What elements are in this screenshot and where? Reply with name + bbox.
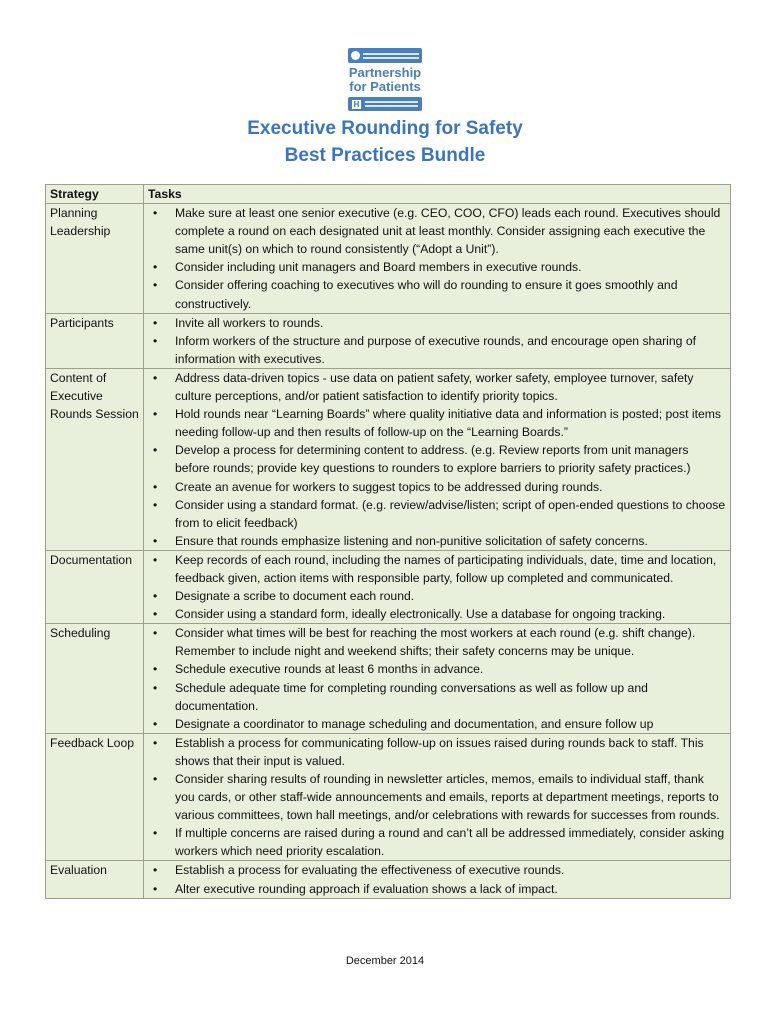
task-item: • Create an avenue for workers to suggest topics to be addressed during rounds.: [148, 478, 726, 496]
hospital-association-badge-icon: [348, 48, 422, 63]
strategy-cell: Scheduling: [46, 624, 144, 734]
table-row: [46, 313, 731, 368]
strategy-cell: Feedback Loop: [46, 733, 144, 861]
task-item: • Consider sharing results of rounding in newsletter articles, memos, emails to individual staff, thank you cards, or other staff-wide announcements and emails, reports at department meetings, reports to various committees, town hall meetings, and/or celebrations with rewards for successes from rounds.: [148, 770, 726, 824]
task-item: • Hold rounds near “Learning Boards” where quality initiative data and information is posted; post items needing follow-up and then results of follow-up on the “Learning Boards.”: [148, 405, 726, 441]
task-list: [148, 369, 726, 550]
task-list: [148, 314, 726, 368]
task-item: • Consider offering coaching to executives who will do rounding to ensure it goes smoothly and constructively.: [148, 276, 726, 312]
task-list: [148, 734, 726, 861]
task-item: • Keep records of each round, including the names of participating individuals, date, time and location, feedback given, action items with responsible party, follow up completed and communicated.: [148, 551, 726, 587]
table-row: [46, 624, 731, 734]
strategy-header: Strategy: [46, 185, 144, 204]
task-item: • Develop a process for determining content to address. (e.g. Review reports from unit managers before rounds; provide key questions to rounders to explore barriers to priority safety practices.): [148, 441, 726, 477]
table-header-row: [46, 185, 731, 204]
strategy-cell: Participants: [46, 313, 144, 368]
task-item: • Alter executive rounding approach if evaluation shows a lack of impact.: [148, 880, 726, 898]
table-row: [46, 733, 731, 861]
page-title: Executive Rounding for Safety: [247, 118, 523, 139]
table-row: [46, 861, 731, 898]
strategy-cell: Content of Executive Rounds Session: [46, 368, 144, 550]
tasks-cell: [144, 861, 731, 898]
page-subtitle: Best Practices Bundle: [284, 145, 486, 166]
task-list: [148, 861, 726, 897]
table-row: [46, 204, 731, 314]
task-list: [148, 624, 726, 733]
task-item: • Designate a scribe to document each round.: [148, 587, 726, 605]
task-item: • Consider including unit managers and Board members in executive rounds.: [148, 258, 726, 276]
task-item: • Schedule adequate time for completing rounding conversations as well as follow up and documentation.: [148, 679, 726, 715]
task-item: • Establish a process for communicating follow-up on issues raised during rounds back to staff. This shows that their input is valued.: [148, 734, 726, 770]
tasks-cell: [144, 368, 731, 550]
tasks-cell: [144, 624, 731, 734]
h-mark-icon: H: [348, 97, 422, 111]
tasks-header: Tasks: [144, 185, 731, 204]
task-list: [148, 204, 726, 313]
task-item: • Consider using a standard format. (e.g. review/advise/listen; script of open-ended questions to choose from to elicit feedback): [148, 496, 726, 532]
tasks-cell: [144, 733, 731, 861]
strategy-cell: Documentation: [46, 550, 144, 623]
footer-date: December 2014: [345, 955, 425, 967]
task-item: • Schedule executive rounds at least 6 months in advance.: [148, 660, 726, 678]
tasks-cell: [144, 313, 731, 368]
task-item: • Invite all workers to rounds.: [148, 314, 726, 332]
strategy-cell: Evaluation: [46, 861, 144, 898]
table-row: [46, 550, 731, 623]
task-item: • Establish a process for evaluating the effectiveness of executive rounds.: [148, 861, 726, 879]
task-item: • Consider what times will be best for reaching the most workers at each round (e.g. shift change). Remember to include night and weekend shifts; their safety concerns may be unique.: [148, 624, 726, 660]
task-list: [148, 551, 726, 623]
task-item: • If multiple concerns are raised during a round and can’t all be addressed immediately, consider asking workers which need priority escalation.: [148, 824, 726, 860]
task-item: • Inform workers of the structure and purpose of executive rounds, and encourage open sharing of information with executives.: [148, 332, 726, 368]
logo-text-line2: for Patients: [349, 79, 421, 94]
strategy-cell: Planning Leadership: [46, 204, 144, 314]
tasks-cell: [144, 204, 731, 314]
best-practices-table: [45, 184, 731, 899]
tasks-cell: [144, 550, 731, 623]
table-row: [46, 368, 731, 550]
task-item: • Ensure that rounds emphasize listening and non-punitive solicitation of safety concerns.: [148, 532, 726, 550]
logo-text-line1: Partnership: [348, 65, 422, 80]
task-item: • Make sure at least one senior executive (e.g. CEO, COO, CFO) leads each round. Executives should complete a round on each designated unit at least monthly. Consider assigning each executive the same unit(s) on which to round consistently (“Adopt a Unit”).: [148, 204, 726, 258]
task-item: • Designate a coordinator to manage scheduling and documentation, and ensure follow up: [148, 715, 726, 733]
partnership-for-patients-logo: [346, 48, 424, 114]
task-item: • Consider using a standard form, ideally electronically. Use a database for ongoing tracking.: [148, 605, 726, 623]
task-item: • Address data-driven topics - use data on patient safety, worker safety, employee turnover, safety culture perceptions, and/or patient satisfaction to identify priority topics.: [148, 369, 726, 405]
